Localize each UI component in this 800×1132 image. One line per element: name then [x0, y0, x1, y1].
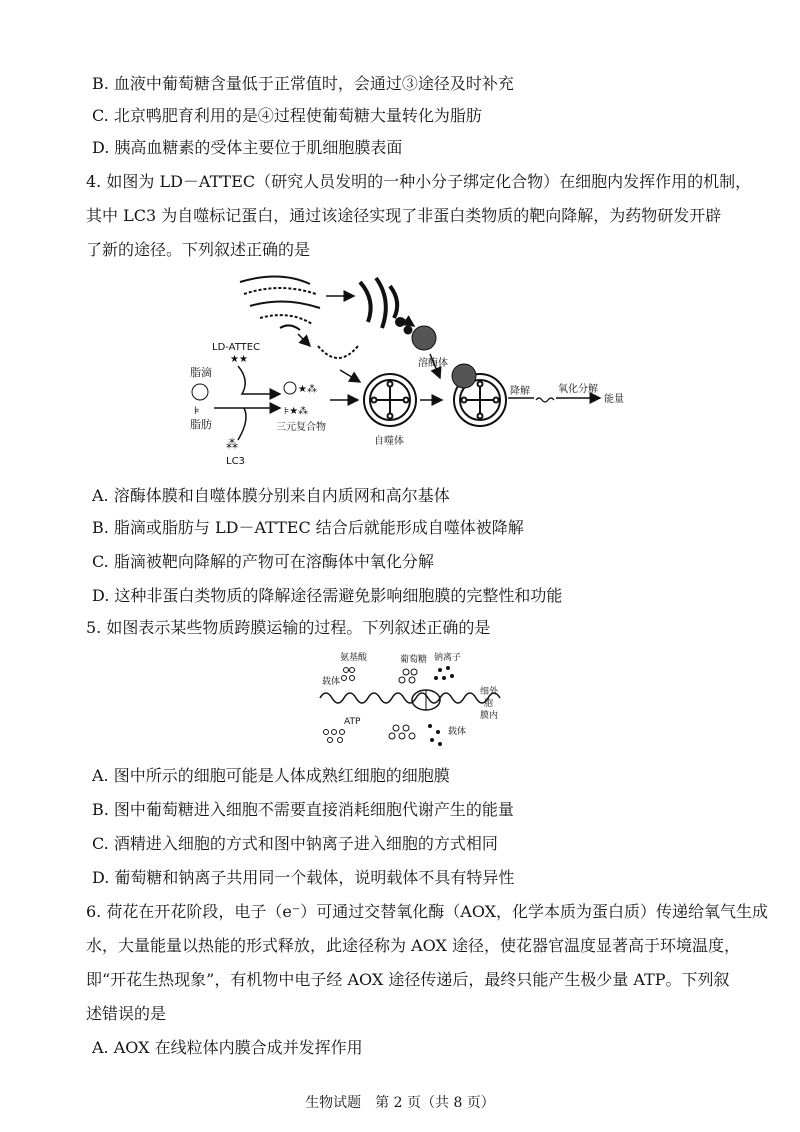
q4-option-d: D. 这种非蛋白类物质的降解途径需避免影响细胞膜的完整性和功能	[92, 586, 563, 605]
q6-stem-line-4: 述错误的是	[86, 1004, 167, 1023]
q4-autophagy-diagram	[180, 270, 740, 470]
label-carrier-right: 载体	[448, 727, 467, 737]
svg-text:★⁂: ★⁂	[298, 384, 317, 395]
label-membrane-inside: 膜内	[480, 711, 499, 721]
q5-option-d: D. 葡萄糖和钠离子共用同一个载体，说明载体不具有特异性	[92, 868, 515, 887]
q4-option-c: C. 脂滴被靶向降解的产物可在溶酶体中氧化分解	[92, 552, 434, 571]
er-icon	[240, 276, 320, 330]
prev-option-d: D. 胰高血糖素的受体主要位于肌细胞膜表面	[92, 138, 403, 157]
label-sodium: 钠离子	[434, 653, 462, 663]
label-fat: 脂肪	[190, 418, 212, 431]
label-degrade: 降解	[510, 386, 530, 397]
label-ld-attec: LD-ATTEC	[212, 342, 261, 353]
label-lc3: LC3	[226, 456, 245, 467]
svg-text:★★: ★★	[230, 354, 248, 365]
q5-option-a: A. 图中所示的细胞可能是人体成熟红细胞的细胞膜	[92, 766, 450, 785]
label-energy: 能量	[604, 394, 624, 405]
label-oxidative-breakdown: 氧化分解	[558, 384, 598, 395]
q4-stem-line-1: 4. 如图为 LD－ATTEC（研究人员发明的一种小分子绑定化合物）在细胞内发挥作用的机制，	[86, 172, 752, 191]
q5-membrane-transport-diagram	[300, 648, 520, 758]
label-autophagosome: 自噬体	[374, 436, 404, 447]
svg-text:⊧★⁂: ⊧★⁂	[284, 406, 309, 417]
q4-option-a: A. 溶酶体膜和自噬体膜分别来自内质网和高尔基体	[92, 486, 450, 505]
ternary-complex-icon	[284, 382, 296, 394]
label-atp: ATP	[344, 717, 361, 727]
label-ternary-complex: 三元复合物	[276, 422, 326, 433]
label-glucose: 葡萄糖	[400, 655, 428, 665]
prev-option-c: C. 北京鸭肥育利用的是④过程使葡萄糖大量转化为脂肪	[92, 106, 482, 125]
lipid-droplet-icon	[192, 384, 208, 400]
q4-option-b: B. 脂滴或脂肪与 LD－ATTEC 结合后就能形成自噬体被降解	[92, 518, 524, 537]
fusing-lysosome-icon	[452, 364, 476, 388]
q5-option-b: B. 图中葡萄糖进入细胞不需要直接消耗细胞代谢产生的能量	[92, 800, 514, 819]
q6-stem-line-2: 水，大量能量以热能的形式释放，此途径称为 AOX 途径，使花器官温度显著高于环境温度，	[86, 936, 740, 955]
phagophore-icon	[318, 346, 358, 358]
q6-stem-line-1: 6. 荷花在开花阶段，电子（e⁻）可通过交替氧化酶（AOX，化学本质为蛋白质）传递给氧气生成	[86, 902, 769, 921]
label-lysosome: 溶酶体	[418, 358, 448, 369]
q5-option-c: C. 酒精进入细胞的方式和图中钠离子进入细胞的方式相同	[92, 834, 498, 853]
svg-text:⁂: ⁂	[226, 437, 238, 451]
q6-stem-line-3: 即“开花生热现象”，有机物中电子经 AOX 途径传递后，最终只能产生极少量 ATP。下列叙	[86, 970, 730, 989]
svg-text:⊧: ⊧	[194, 404, 200, 417]
lysosome-icon	[412, 326, 436, 350]
label-amino-acid: 氨基酸	[340, 653, 368, 663]
q5-stem: 5. 如图表示某些物质跨膜运输的过程。下列叙述正确的是	[86, 618, 491, 637]
label-cell: 胞	[484, 699, 494, 709]
label-carrier-left: 载体	[322, 677, 341, 687]
q6-option-a: A. AOX 在线粒体内膜合成并发挥作用	[92, 1038, 363, 1057]
autophagosome-icon	[364, 374, 416, 426]
membrane-icon	[320, 693, 500, 703]
prev-option-b: B. 血液中葡萄糖含量低于正常值时，会通过③途径及时补充	[92, 74, 514, 93]
label-outside: 细外	[480, 687, 499, 697]
golgi-icon	[360, 278, 411, 333]
label-lipid-droplet: 脂滴	[190, 366, 212, 379]
q4-stem-line-3: 了新的途径。下列叙述正确的是	[86, 240, 311, 259]
q4-stem-line-2: 其中 LC3 为自噬标记蛋白，通过该途径实现了非蛋白类物质的靶向降解，为药物研发开辟	[86, 206, 722, 225]
page-footer: 生物试题 第 2 页（共 8 页）	[305, 1095, 495, 1111]
